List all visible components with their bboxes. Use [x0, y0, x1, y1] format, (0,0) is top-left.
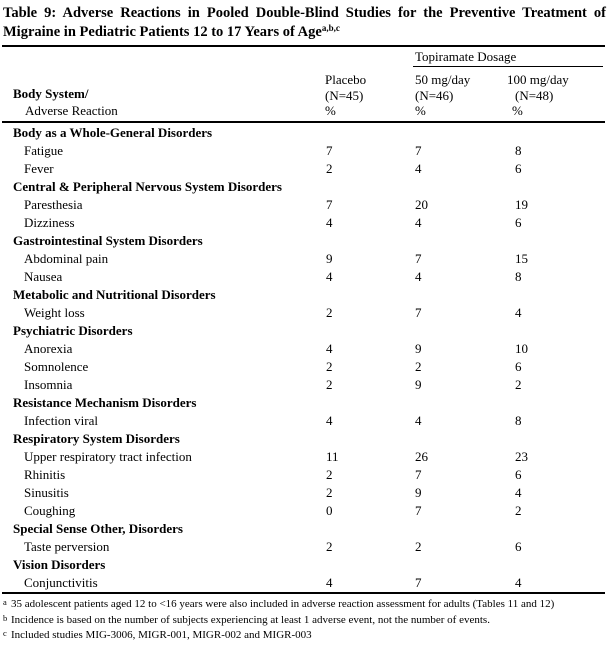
- adverse-reaction-row: [2, 484, 605, 502]
- table-header: [2, 45, 605, 123]
- adverse-reaction-row: [2, 340, 605, 358]
- footnote-b: [3, 614, 604, 628]
- dose-50-label: 50 mg/day: [415, 72, 471, 87]
- incidence-value: 7: [415, 503, 422, 518]
- body-system-category-row: [2, 430, 605, 448]
- dosage-group-header: Topiramate Dosage: [413, 49, 603, 67]
- incidence-value: 8: [515, 413, 522, 428]
- footnote-c: [3, 629, 604, 643]
- body-system-category-row: [2, 286, 605, 304]
- incidence-value: 9: [326, 251, 333, 266]
- adverse-reaction-row: [2, 142, 605, 160]
- incidence-value: 4: [415, 161, 422, 176]
- body-system-category-row: [2, 178, 605, 196]
- body-system-category-label: Psychiatric Disorders: [13, 323, 133, 338]
- adverse-reaction-label: Somnolence: [24, 359, 89, 374]
- footnote-marker: a: [3, 597, 7, 607]
- body-system-category-label: Body as a Whole-General Disorders: [13, 125, 213, 140]
- placebo-label: Placebo: [325, 72, 367, 87]
- adverse-reaction-row: [2, 196, 605, 214]
- adverse-reaction-label: Coughing: [24, 503, 76, 518]
- adverse-reaction-row: [2, 448, 605, 466]
- body-system-category-row: [2, 232, 605, 250]
- dose-50-n: (N=46): [415, 87, 454, 103]
- footnote-text: 35 adolescent patients aged 12 to <16 years were also included in adverse reaction assessment for adults (Tables 11 and 12): [11, 598, 555, 610]
- incidence-value: 4: [326, 575, 333, 590]
- body-system-header-line2: Adverse Reaction: [25, 103, 118, 118]
- incidence-value: 2: [415, 359, 422, 374]
- adverse-reaction-row: [2, 268, 605, 286]
- incidence-value: 7: [326, 143, 333, 158]
- body-system-category-row: [2, 556, 605, 574]
- incidence-value: 4: [415, 269, 422, 284]
- incidence-value: 9: [415, 485, 422, 500]
- adverse-reaction-row: [2, 250, 605, 268]
- adverse-reaction-label: Weight loss: [24, 305, 85, 320]
- body-system-category-row: [2, 520, 605, 538]
- adverse-reaction-label: Paresthesia: [24, 197, 83, 212]
- incidence-value: 2: [415, 539, 422, 554]
- table-body: [2, 123, 605, 594]
- incidence-value: 20: [415, 197, 428, 212]
- adverse-reaction-label: Fever: [24, 161, 54, 176]
- dose-100-unit: %: [512, 103, 523, 118]
- incidence-value: 4: [326, 269, 333, 284]
- body-system-category-label: Gastrointestinal System Disorders: [13, 233, 203, 248]
- incidence-value: 2: [326, 485, 333, 500]
- title-footnote-superscript: a,b,c: [321, 23, 340, 33]
- incidence-value: 8: [515, 269, 522, 284]
- incidence-value: 10: [515, 341, 528, 356]
- incidence-value: 4: [326, 341, 333, 356]
- incidence-value: 11: [326, 449, 339, 464]
- footnotes: [3, 598, 604, 643]
- body-system-category-row: [2, 124, 605, 142]
- adverse-reaction-row: [2, 376, 605, 394]
- dose-50-unit: %: [415, 103, 426, 118]
- adverse-reaction-label: Fatigue: [24, 143, 63, 158]
- incidence-value: 2: [326, 377, 333, 392]
- body-system-category-label: Respiratory System Disorders: [13, 431, 180, 446]
- footnote-text: Included studies MIG-3006, MIGR-001, MIGR-002 and MIGR-003: [11, 629, 312, 641]
- column-header-row: [2, 67, 605, 121]
- incidence-value: 6: [515, 215, 522, 230]
- body-system-category-row: [2, 322, 605, 340]
- incidence-value: 4: [326, 413, 333, 428]
- incidence-value: 6: [515, 539, 522, 554]
- column-header-100mg: [506, 67, 605, 121]
- adverse-reaction-row: [2, 412, 605, 430]
- adverse-reaction-label: Conjunctivitis: [24, 575, 98, 590]
- incidence-value: 4: [326, 215, 333, 230]
- incidence-value: 23: [515, 449, 528, 464]
- incidence-value: 7: [415, 305, 422, 320]
- incidence-value: 2: [515, 503, 522, 518]
- adverse-reaction-row: [2, 538, 605, 556]
- incidence-value: 4: [415, 215, 422, 230]
- dose-100-n: (N=48): [515, 87, 554, 103]
- adverse-reaction-row: [2, 304, 605, 322]
- incidence-value: 2: [515, 377, 522, 392]
- adverse-reaction-label: Upper respiratory tract infection: [24, 449, 192, 464]
- footnote-marker: b: [3, 612, 8, 623]
- incidence-value: 2: [326, 161, 333, 176]
- incidence-value: 2: [326, 467, 333, 482]
- body-system-category-label: Metabolic and Nutritional Disorders: [13, 287, 216, 302]
- body-system-category-label: Resistance Mechanism Disorders: [13, 395, 197, 410]
- incidence-value: 2: [326, 539, 333, 554]
- body-system-category-row: [2, 394, 605, 412]
- adverse-reaction-label: Taste perversion: [24, 539, 110, 554]
- incidence-value: 7: [326, 197, 333, 212]
- footnote-text: Incidence is based on the number of subjects experiencing at least 1 adverse event, not the number of events.: [11, 613, 490, 626]
- column-header-placebo: [325, 67, 413, 121]
- incidence-value: 2: [326, 359, 333, 374]
- adverse-reaction-row: [2, 160, 605, 178]
- incidence-value: 9: [415, 377, 422, 392]
- incidence-value: 9: [415, 341, 422, 356]
- adverse-reaction-label: Rhinitis: [24, 467, 66, 482]
- incidence-value: 7: [415, 575, 422, 590]
- body-system-header-line1: Body System/: [13, 86, 89, 101]
- incidence-value: 4: [515, 305, 522, 320]
- incidence-value: 8: [515, 143, 522, 158]
- column-header-50mg: [413, 67, 506, 121]
- placebo-unit: %: [325, 103, 336, 118]
- adverse-reaction-row: [2, 466, 605, 484]
- footnote-marker: c: [3, 628, 7, 638]
- incidence-value: 4: [415, 413, 422, 428]
- dose-100-label: 100 mg/day: [507, 72, 569, 87]
- adverse-reaction-row: [2, 502, 605, 520]
- incidence-value: 26: [415, 449, 428, 464]
- body-system-category-label: Vision Disorders: [13, 557, 106, 572]
- adverse-reaction-row: [2, 358, 605, 376]
- placebo-n: (N=45): [325, 87, 364, 103]
- adverse-reaction-label: Abdominal pain: [24, 251, 109, 266]
- incidence-value: 7: [415, 467, 422, 482]
- adverse-reaction-label: Nausea: [24, 269, 63, 284]
- incidence-value: 2: [326, 305, 333, 320]
- adverse-reaction-row: [2, 574, 605, 592]
- adverse-reaction-label: Sinusitis: [24, 485, 69, 500]
- adverse-reaction-label: Dizziness: [24, 215, 75, 230]
- table-title-line2-text: Migraine in Pediatric Patients 12 to 17 Years of Age: [3, 24, 322, 40]
- adverse-reaction-label: Anorexia: [24, 341, 73, 356]
- adverse-reaction-label: Infection viral: [24, 413, 98, 428]
- incidence-value: 19: [515, 197, 528, 212]
- incidence-value: 0: [326, 503, 333, 518]
- incidence-value: 4: [515, 485, 522, 500]
- footnote-a: [3, 598, 604, 612]
- incidence-value: 6: [515, 161, 522, 176]
- column-header-body-system: [2, 67, 325, 121]
- body-system-category-label: Special Sense Other, Disorders: [13, 521, 183, 536]
- adverse-reaction-row: [2, 214, 605, 232]
- table-title-line1: Table 9: Adverse Reactions in Pooled Double-Blind Studies for the Preventive Treatment of: [3, 5, 606, 21]
- table-title: [0, 0, 608, 43]
- incidence-value: 7: [415, 251, 422, 266]
- dosage-group-header-row: [2, 47, 605, 67]
- table-title-line2: [3, 23, 606, 43]
- body-system-category-label: Central & Peripheral Nervous System Disorders: [13, 179, 282, 194]
- adverse-reaction-label: Insomnia: [24, 377, 73, 392]
- incidence-value: 7: [415, 143, 422, 158]
- adverse-reactions-table: [2, 45, 605, 594]
- incidence-value: 6: [515, 467, 522, 482]
- incidence-value: 15: [515, 251, 528, 266]
- incidence-value: 6: [515, 359, 522, 374]
- incidence-value: 4: [515, 575, 522, 590]
